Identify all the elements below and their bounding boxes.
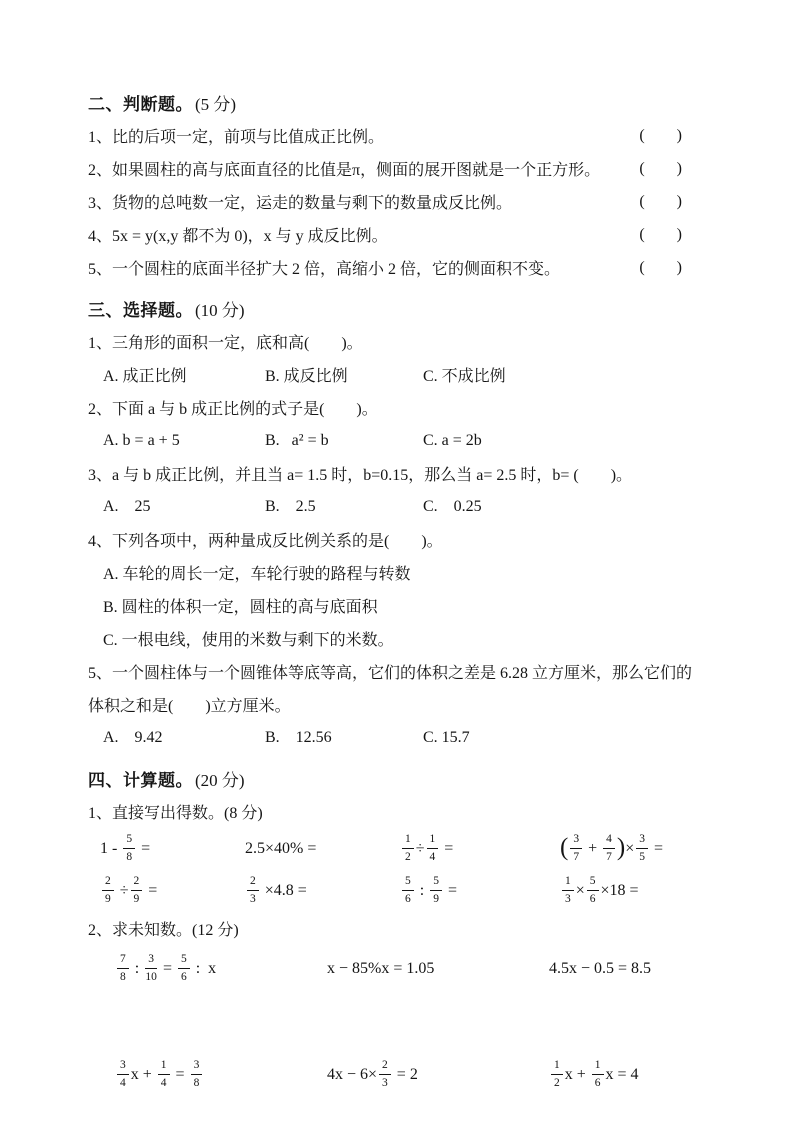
answer-parentheses: ( ) [639, 126, 682, 144]
math-equation: 4.5x − 0.5 = 8.5 [549, 960, 652, 977]
math-expression: $\frac{2}{3}$ ×4.8 = [245, 875, 400, 907]
math-expression: 1 - $\frac{5}{8}$ = [100, 833, 151, 863]
answer-parentheses: ( ) [639, 159, 682, 177]
answer-parentheses: ( ) [639, 225, 682, 243]
math-expression: 2.5×40% = [245, 840, 317, 857]
section-heading-choice [88, 292, 710, 325]
math-equation: 4x − 6× $\frac{2}{3}$ = 2 [327, 1059, 418, 1089]
section-gap [88, 754, 710, 762]
question-text: 5、一个圆柱的底面半径扩大 2 倍，高缩小 2 倍，它的侧面积不变。 [88, 261, 561, 278]
section-heading-judge [88, 86, 710, 119]
math-expression: $\frac{2}{9}$ ÷ $\frac{2}{9}$ = [100, 875, 245, 907]
choice-q4-stem: 4、下列各项中，两种量成反比例关系的是( )。 [88, 533, 443, 550]
section-title: 二、判断题。 [88, 95, 193, 114]
math-equation: $\frac{3}{4}$ x + $\frac{1}{4}$ = $\frac{3}{8}$ [115, 1059, 327, 1091]
choice-q3-stem: 3、a 与 b 成正比例，并且当 a= 1.5 时，b=0.15，那么当 a= 2.5 时，b= ( )。 [88, 467, 633, 484]
math-expression: $\frac{1}{2}$ ÷ $\frac{1}{4}$ = [400, 833, 560, 865]
option-b: B. 12.56 [265, 728, 332, 746]
option-b: B. 2.5 [265, 497, 316, 515]
question-text: 1、比的后项一定，前项与比值成正比例。 [88, 129, 385, 146]
calc-part1-label: 1、直接写出得数。(8 分) [88, 805, 263, 822]
choice-q4-option-a: A. 车轮的周长一定，车轮行驶的路程与转数 [103, 566, 411, 583]
option-a: A. b = a + 5 [103, 431, 180, 449]
section-title: 三、选择题。 [88, 301, 193, 320]
math-expression: $\frac{5}{6}$ : $\frac{5}{9}$ = [400, 875, 560, 907]
answer-parentheses: ( ) [639, 192, 682, 210]
choice-q5-stem-line2: 体积之和是( )立方厘米。 [88, 698, 291, 715]
judge-question-5 [88, 251, 710, 284]
choice-q2-options [88, 424, 710, 457]
math-equation: $\frac{7}{8}$ : $\frac{3}{10}$ = $\frac{5}{6}$ : x [115, 953, 327, 985]
calc-part2-label: 2、求未知数。(12 分) [88, 922, 239, 939]
section-score: (20 分) [195, 771, 245, 790]
direct-calc-row-2 [88, 870, 710, 912]
choice-q5-stem-line1: 5、一个圆柱体与一个圆锥体等底等高，它们的体积之差是 6.28 立方厘米，那么它们的 [88, 665, 693, 682]
option-a: A. 成正比例 [103, 368, 187, 385]
section-heading-calc [88, 762, 710, 795]
section-score: (10 分) [195, 301, 245, 320]
math-expression: $\frac{1}{3}$ × $\frac{5}{6}$ ×18 = [560, 875, 710, 907]
math-equation: x − 85%x = 1.05 [327, 960, 435, 977]
choice-q4-option-b: B. 圆柱的体积一定，圆柱的高与底面积 [103, 599, 378, 616]
option-c: C. 不成比例 [423, 368, 506, 385]
option-c: C. a = 2b [423, 431, 482, 449]
question-text: 2、如果圆柱的高与底面直径的比值是π，侧面的展开图就是一个正方形。 [88, 162, 601, 179]
section-title: 四、计算题。 [88, 771, 193, 790]
option-c: C. 0.25 [423, 497, 482, 515]
option-b: B. 成反比例 [265, 368, 348, 385]
choice-q1-options [88, 358, 710, 391]
choice-q3-options [88, 490, 710, 523]
option-c: C. 15.7 [423, 728, 470, 746]
judge-question-2 [88, 152, 710, 185]
choice-q1-stem: 1、三角形的面积一定，底和高( )。 [88, 335, 363, 352]
solve-unknown-row-1 [88, 945, 710, 993]
math-equation: $\frac{1}{2}$ x + $\frac{1}{6}$ x = 4 [549, 1059, 710, 1091]
working-space [88, 993, 710, 1051]
judge-question-1 [88, 119, 710, 152]
section-score: (5 分) [195, 95, 237, 114]
question-text: 3、货物的总吨数一定，运走的数量与剩下的数量成反比例。 [88, 195, 513, 212]
section-gap [88, 284, 710, 292]
choice-q2-stem: 2、下面 a 与 b 成正比例的式子是( )。 [88, 401, 378, 418]
option-b: B. a² = b [265, 431, 329, 449]
document-content [88, 86, 710, 1099]
option-a: A. 25 [103, 497, 151, 515]
solve-unknown-row-2 [88, 1051, 710, 1099]
choice-q5-options [88, 721, 710, 754]
answer-parentheses: ( ) [639, 258, 682, 276]
judge-question-3 [88, 185, 710, 218]
option-a: A. 9.42 [103, 728, 163, 746]
choice-q4-option-c: C. 一根电线，使用的米数与剩下的米数。 [103, 632, 394, 649]
math-expression: ( $\frac{3}{7}$ + $\frac{4}{7}$ ) × $\frac{3}{5}$ = [560, 833, 663, 863]
judge-question-4 [88, 218, 710, 251]
direct-calc-row-1 [88, 828, 710, 870]
question-text: 4、5x = y(x,y 都不为 0)，x 与 y 成反比例。 [88, 228, 388, 245]
